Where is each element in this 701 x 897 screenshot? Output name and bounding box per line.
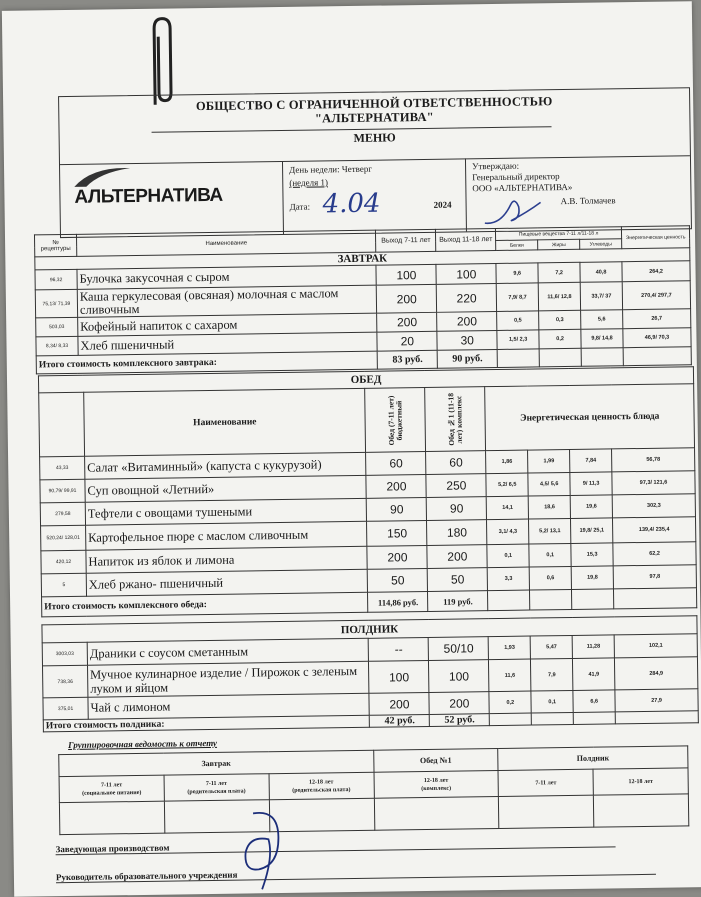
proteins: 3,3 xyxy=(487,567,529,591)
col-out-11-18: Выход 11-18 лет xyxy=(436,228,496,251)
col-energy: Энергетическая ценность xyxy=(621,226,689,249)
approve-line1: Утверждаю: xyxy=(471,160,520,172)
energy: 46,9/ 70,3 xyxy=(623,328,691,348)
portion-7-11: 200 xyxy=(377,312,437,332)
carbs: 19,8/ 25,1 xyxy=(571,518,613,544)
summary-lunch: Обед №1 xyxy=(373,749,498,773)
portion-11-18: 60 xyxy=(426,451,486,475)
summary-col-age: 12-18 лет xyxy=(423,777,449,784)
summary-col xyxy=(374,771,499,799)
energy: 62,2 xyxy=(613,542,696,566)
dish-code: 5 xyxy=(41,573,86,597)
dish-code: 43,33 xyxy=(40,456,85,480)
carbs: 40,8 xyxy=(580,262,622,283)
carbs: 19,8 xyxy=(571,566,613,590)
snack-title: ПОЛДНИК xyxy=(42,616,697,643)
fats: 0,6 xyxy=(529,566,571,590)
dish-code: 279,58 xyxy=(40,502,85,526)
portion-7-11: 90 xyxy=(367,497,427,521)
lunch-table xyxy=(38,366,697,617)
fats: 5,47 xyxy=(530,635,572,659)
energy: 27,9 xyxy=(615,689,698,712)
portion-11-18: 100 xyxy=(429,660,489,693)
fats: 0,3 xyxy=(539,310,581,330)
portion-7-11: 20 xyxy=(377,331,437,351)
proteins: 1,5/ 2,3 xyxy=(497,330,539,350)
dish-code: 503,03 xyxy=(36,317,78,337)
carbs: 15,3 xyxy=(571,543,613,567)
col-name: Наименование xyxy=(76,230,376,256)
proteins: 0,2 xyxy=(489,691,531,714)
summary-col xyxy=(164,774,269,801)
fats: 7,9 xyxy=(531,658,573,691)
carbs: 5,6 xyxy=(581,310,623,330)
summary-col-note: (родительская плата) xyxy=(187,788,246,795)
portion-11-18: 90 xyxy=(427,497,487,521)
summary-col: 7-11 лет xyxy=(498,769,593,796)
dish-code: 3003,03 xyxy=(42,642,87,666)
dish-code: 90,79/ 99,91 xyxy=(40,479,85,503)
breakfast-table xyxy=(34,225,692,374)
lunch-header-row xyxy=(39,384,695,457)
portion-11-18: 50/10 xyxy=(428,637,488,661)
dish-code: 420,12 xyxy=(41,550,86,574)
fats: 5,2/ 13,1 xyxy=(529,518,571,544)
company-logo xyxy=(66,162,267,225)
summary-col-age: 12-18 лет xyxy=(308,778,334,786)
breakfast-total-7-11: 83 руб. xyxy=(378,350,438,369)
proteins: 0,5 xyxy=(497,311,539,331)
summary-col-note: (социальное питание) xyxy=(82,789,142,797)
col-fats: Жиры xyxy=(538,239,580,250)
proteins: 7,9/ 8,7 xyxy=(496,283,538,312)
weekday: День недели: Четверг xyxy=(289,163,373,175)
breakfast-total-11-18: 90 руб. xyxy=(437,349,497,368)
portion-11-18: 200 xyxy=(427,545,487,569)
manager-label: Заведующая производством xyxy=(55,842,170,855)
proteins: 9,6 xyxy=(496,263,538,284)
summary-col-note: (родительская плата) xyxy=(292,786,351,794)
summary-col-note: (комплекс) xyxy=(421,785,452,792)
energy: 26,7 xyxy=(623,309,691,329)
col-carbs: Углеводы xyxy=(580,239,622,250)
carbs: 9,8/ 14,8 xyxy=(581,329,623,349)
director-name: А.В. Толмачев xyxy=(560,195,616,207)
portion-7-11: 100 xyxy=(369,660,429,693)
carbs: 11,28 xyxy=(572,635,614,659)
dish-name: Картофельное пюре с маслом сливочным xyxy=(85,521,367,550)
manager-signature-icon xyxy=(223,807,294,894)
proteins: 5,2/ 6,5 xyxy=(486,473,528,497)
portion-11-18: 200 xyxy=(437,311,497,331)
dish-name: Драники с соусом сметанным xyxy=(87,638,369,665)
energy: 264,2 xyxy=(622,261,690,282)
fats: 18,6 xyxy=(528,495,570,519)
col-out-7-11: Выход 7-11 лет xyxy=(376,229,436,252)
proteins: 3,1/ 4,3 xyxy=(487,519,529,545)
carbs: 33,7/ 37 xyxy=(580,282,622,311)
menu-sheet xyxy=(2,1,701,897)
company-name xyxy=(59,92,689,129)
year: 2024 xyxy=(433,199,452,210)
dish-name: Салат «Витаминный» (капуста с кукурузой) xyxy=(85,452,367,479)
breakfast-total-label: Итого стоимость комплексного завтрака: xyxy=(36,351,378,374)
portion-7-11: 200 xyxy=(369,692,429,715)
carbs: 6,6 xyxy=(573,690,615,713)
date-handwritten: 4.04 xyxy=(322,188,381,220)
dish-name: Напиток из яблок и лимона xyxy=(86,546,368,573)
dish-code: 8,34/ 8,33 xyxy=(36,336,78,356)
energy: 102,1 xyxy=(614,634,697,658)
dish-name: Кофейный напиток с сахаром xyxy=(78,313,378,336)
proteins: 14,1 xyxy=(486,496,528,520)
breakfast-title: ЗАВТРАК xyxy=(35,248,690,270)
header-box xyxy=(58,87,692,238)
lunch-col-11-18: Обед №1 (11-18 лет) комплекс xyxy=(446,392,464,446)
summary-col xyxy=(59,775,164,802)
director-signature-icon xyxy=(480,194,550,229)
head-label: Руководитель образовательного учреждения xyxy=(55,869,238,883)
col-code: № рецептуры xyxy=(34,234,76,257)
summary-col-age: 7-11 лет xyxy=(100,781,123,789)
lunch-col-energy: Энергетическая ценность блюда xyxy=(485,384,695,451)
portion-11-18: 180 xyxy=(427,520,487,546)
carbs: 7,84 xyxy=(570,449,612,473)
lunch-col-name: Наименование xyxy=(84,388,366,456)
portion-11-18: 220 xyxy=(436,283,496,312)
fats: 0,1 xyxy=(529,543,571,567)
portion-7-11: 200 xyxy=(377,284,437,313)
dish-name: Хлеб пшеничный xyxy=(78,332,378,355)
proteins: 1,93 xyxy=(488,636,530,660)
approve-line2: Генеральный директор xyxy=(472,171,560,183)
dish-name: Булочка закусочная с сыром xyxy=(77,265,377,289)
fats: 1,99 xyxy=(528,449,570,473)
energy: 56,78 xyxy=(612,448,695,472)
portion-11-18: 250 xyxy=(426,474,486,498)
snack-table xyxy=(41,615,698,732)
dish-code: 375,01 xyxy=(43,697,88,720)
date-label: Дата: xyxy=(289,201,311,212)
lunch-total-label: Итого стоимость комплексного обеда: xyxy=(42,592,369,617)
fats: 0,2 xyxy=(539,329,581,349)
summary-table xyxy=(58,745,689,835)
dish-name: Тефтели с овощами тушеными xyxy=(85,498,367,525)
logo-text: АЛЬТЕРНАТИВА xyxy=(74,184,223,208)
proteins: 11,6 xyxy=(489,659,531,692)
dish-name: Мучное кулинарное изделие / Пирожок с зеленым луком и яйцом xyxy=(87,661,369,697)
summary-col xyxy=(269,772,374,799)
fats: 4,5/ 5,6 xyxy=(528,472,570,496)
dish-code: 738,36 xyxy=(42,665,87,698)
portion-11-18: 200 xyxy=(429,692,489,715)
energy: 284,9 xyxy=(615,657,698,690)
energy: 270,4/ 297,7 xyxy=(622,281,690,310)
summary-col-age: 7-11 лет xyxy=(205,780,228,787)
energy: 302,3 xyxy=(612,494,695,518)
lunch-title: ОБЕД xyxy=(38,367,693,393)
lunch-total-11-18: 119 руб. xyxy=(428,591,488,612)
week-number: (неделя 1) xyxy=(289,177,329,188)
snack-total-11-18: 52 руб. xyxy=(430,714,490,727)
portion-11-18: 30 xyxy=(437,330,497,350)
manager-signature-line xyxy=(55,836,615,855)
lunch-col-7-11: Обед (7-11 лет) бюджетный xyxy=(386,394,404,445)
dish-code: 96,32 xyxy=(35,269,77,290)
summary-title: Группировочная ведомость к отчету xyxy=(68,737,218,751)
portion-11-18: 50 xyxy=(428,568,488,592)
proteins: 0,1 xyxy=(487,544,529,568)
snack-total-label: Итого стоимость полдника: xyxy=(43,715,370,732)
summary-snack: Полдник xyxy=(498,746,688,771)
dish-name: Чай с лимоном xyxy=(88,693,370,719)
dish-name: Суп овощной «Летний» xyxy=(85,475,367,502)
portion-7-11: 200 xyxy=(367,545,427,569)
portion-7-11: 200 xyxy=(366,474,426,498)
portion-7-11: 100 xyxy=(376,264,436,285)
fats: 7,2 xyxy=(538,262,580,283)
menu-title: МЕНЮ xyxy=(353,130,396,145)
portion-11-18: 100 xyxy=(436,263,496,284)
portion-7-11: 150 xyxy=(367,520,427,546)
proteins: 1,86 xyxy=(486,450,528,474)
logo-swoosh-icon xyxy=(72,164,132,189)
energy: 139,4/ 235,4 xyxy=(613,517,696,543)
portion-7-11: -- xyxy=(369,637,429,661)
carbs: 41,9 xyxy=(573,658,615,691)
approval-block xyxy=(472,160,572,194)
carbs: 19,6 xyxy=(570,495,612,519)
fats: 11,6/ 12,8 xyxy=(538,282,580,311)
dish-code: 520,24/ 128,01 xyxy=(41,525,86,551)
energy: 97,8 xyxy=(613,565,696,589)
col-proteins: Белки xyxy=(496,240,538,251)
snack-total-7-11: 42 руб. xyxy=(370,714,430,727)
head-signature-line xyxy=(56,864,656,883)
dish-code: 75,13/ 71,39 xyxy=(35,289,77,318)
dish-name: Каша геркулесовая (овсяная) молочная с маслом сливочным xyxy=(77,285,377,317)
company-line2: "АЛЬТЕРНАТИВА" xyxy=(314,109,434,126)
fats: 0,1 xyxy=(531,690,573,713)
approve-line3: ООО «АЛЬТЕРНАТИВА» xyxy=(472,181,573,194)
company-line1: ОБЩЕСТВО С ОГРАНИЧЕННОЙ ОТВЕТСТВЕННОСТЬЮ xyxy=(195,94,553,114)
summary-breakfast: Завтрак xyxy=(59,750,374,776)
col-nutrients: Пищевые вещества 7-11 л/11-18 л xyxy=(496,227,622,241)
summary-col: 12-18 лет xyxy=(593,768,688,795)
portion-7-11: 60 xyxy=(366,451,426,475)
energy: 97,3/ 121,6 xyxy=(612,471,695,495)
carbs: 9/ 11,3 xyxy=(570,472,612,496)
portion-7-11: 50 xyxy=(368,568,428,592)
dish-name: Хлеб ржано- пшеничный xyxy=(86,569,368,596)
lunch-total-7-11: 114,86 руб. xyxy=(368,591,428,612)
